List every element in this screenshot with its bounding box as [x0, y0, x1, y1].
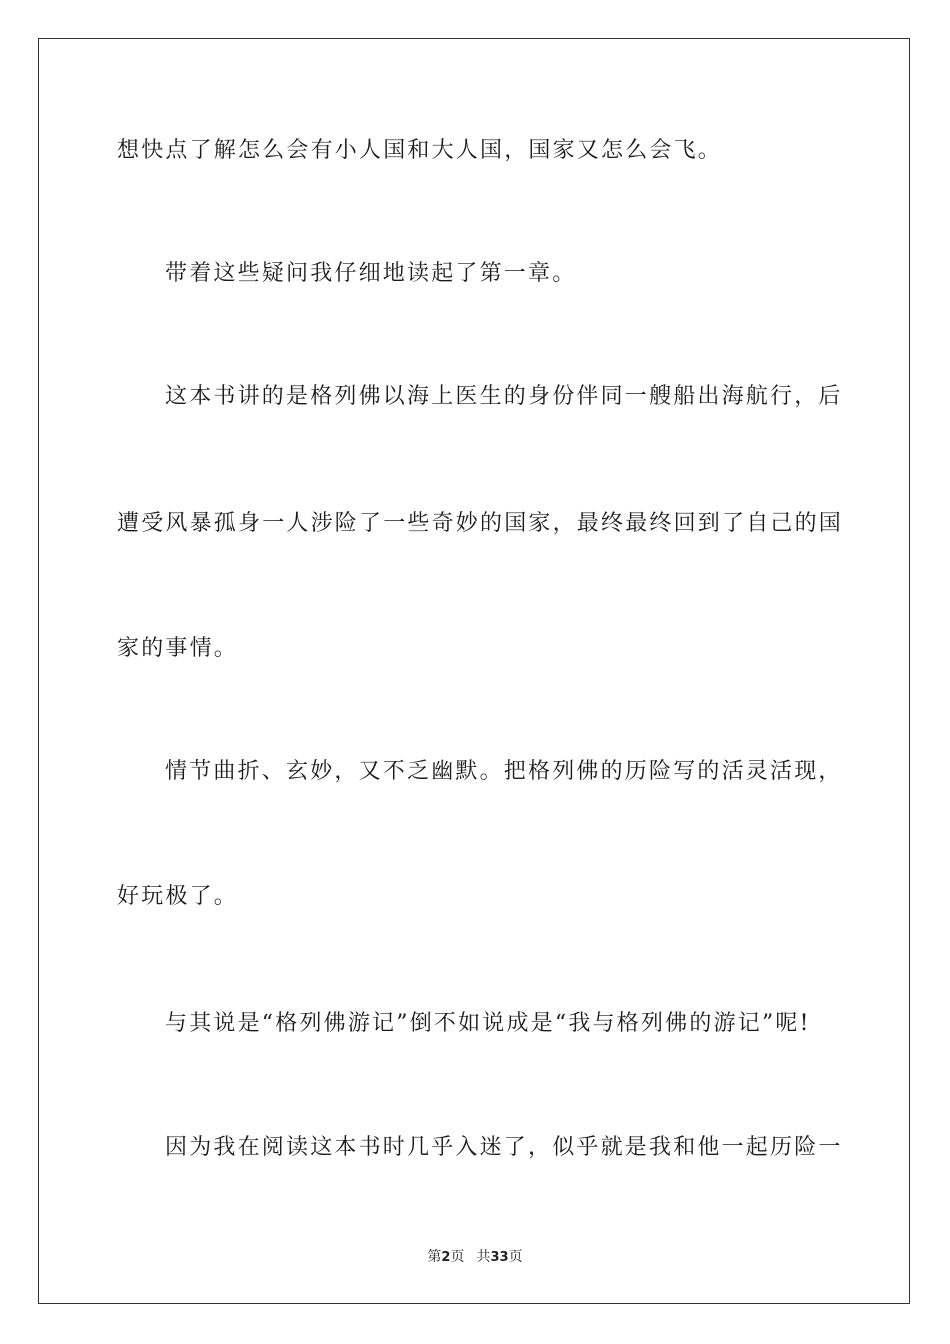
text-line-1: 想快点了解怎么会有小人国和大人国，国家又怎么会飞。 [117, 138, 723, 163]
text-line-6: 情节曲折、玄妙，又不乏幽默。把格列佛的历险写的活灵活现， [165, 759, 843, 784]
text-line-2: 带着这些疑问我仔细地读起了第一章。 [165, 261, 577, 286]
footer-page-suffix: 页 [450, 1249, 465, 1265]
text-line-8: 与其说是“格列佛游记”倒不如说成是“我与格列佛的游记”呢! [165, 1011, 811, 1036]
footer-total-suffix: 页 [508, 1249, 523, 1265]
text-line-5: 家的事情。 [117, 636, 239, 661]
text-line-3: 这本书讲的是格列佛以海上医生的身份伴同一艘船出海航行，后 [165, 384, 843, 409]
footer-page-prefix: 第 [427, 1249, 442, 1265]
text-line-4: 遭受风暴孤身一人涉险了一些奇妙的国家，最终最终回到了自己的国 [117, 511, 844, 536]
footer-total-pages: 33 [490, 1250, 509, 1265]
text-line-9: 因为我在阅读这本书时几乎入迷了，似乎就是我和他一起历险一 [165, 1135, 843, 1160]
footer-page-number: 2 [441, 1250, 451, 1265]
text-line-7: 好玩极了。 [117, 884, 239, 909]
footer-total-prefix: 共 [476, 1249, 491, 1265]
page-border [38, 38, 910, 1304]
page-footer [0, 1247, 950, 1268]
